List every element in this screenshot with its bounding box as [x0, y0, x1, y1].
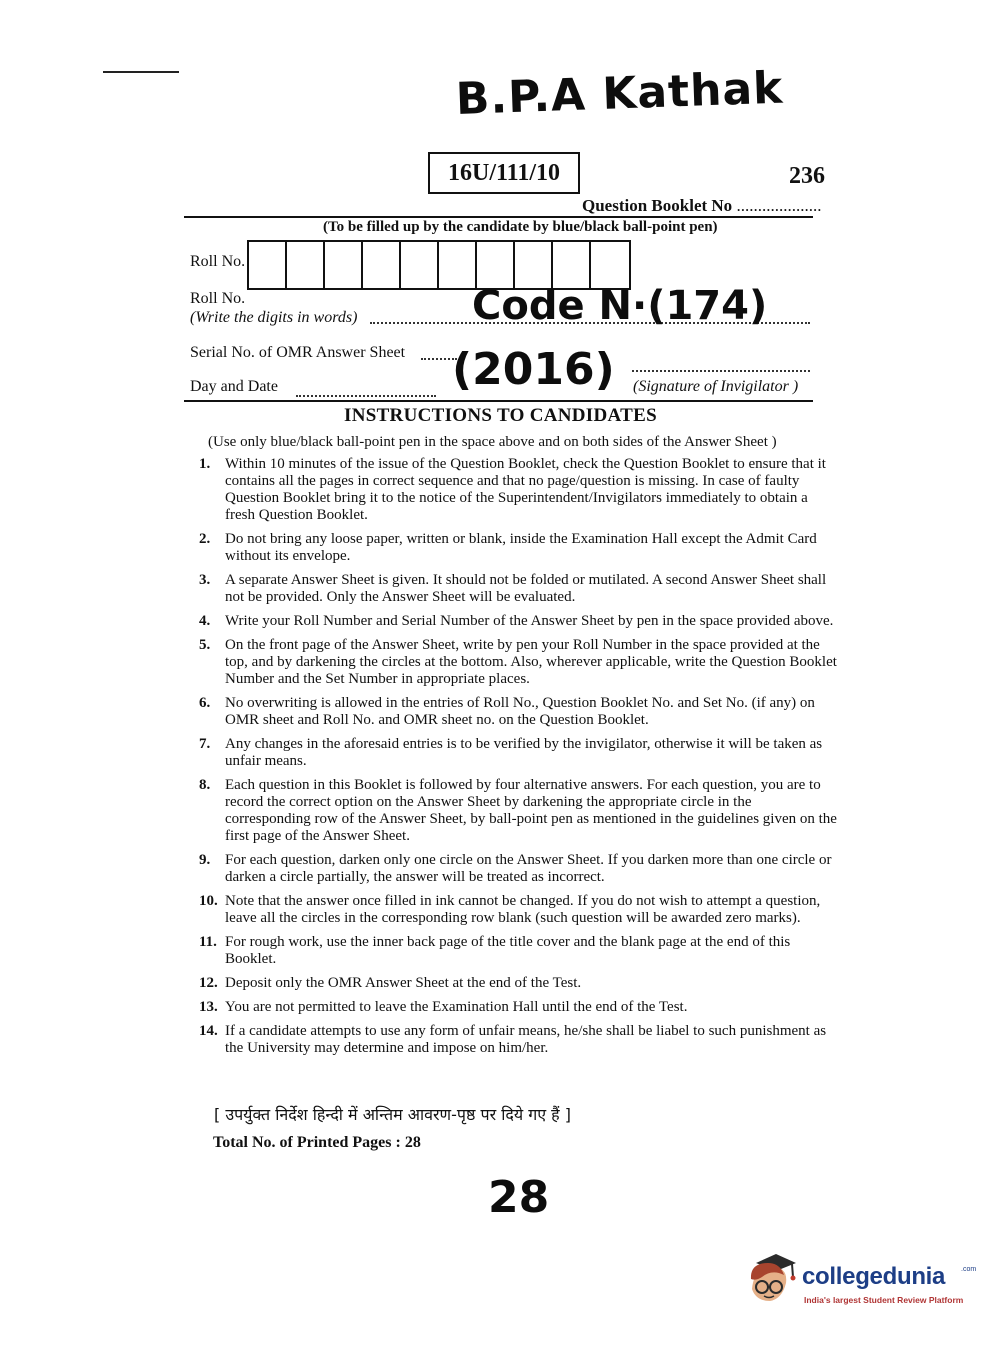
total-pages: Total No. of Printed Pages : 28: [213, 1134, 421, 1151]
signature-field[interactable]: [632, 370, 810, 372]
instruction-item: [199, 637, 839, 688]
roll-no-cell[interactable]: [401, 242, 439, 288]
instruction-number: 4.: [199, 613, 211, 629]
instruction-item: [199, 531, 839, 565]
instruction-number: 5.: [199, 637, 211, 653]
logo-com: .com: [961, 1266, 977, 1273]
instruction-text: Write your Roll Number and Serial Number of the Answer Sheet by pen in the space provided above.: [225, 613, 834, 629]
instruction-item: [199, 975, 839, 992]
instruction-number: 11.: [199, 934, 217, 950]
instruction-number: 9.: [199, 852, 211, 868]
handwritten-code: Code N·(174): [472, 283, 768, 329]
roll-no-label: Roll No.: [190, 253, 246, 270]
handwritten-title: B.P.A Kathak: [455, 62, 785, 125]
question-booklet-text: Question Booklet No: [582, 196, 733, 215]
instruction-item: [199, 613, 839, 630]
form-top-rule: [184, 216, 813, 218]
roll-no-cell[interactable]: [287, 242, 325, 288]
signature-label: (Signature of Invigilator ): [633, 378, 799, 395]
instruction-text: A separate Answer Sheet is given. It should not be folded or mutilated. A second Answer Sheet shall not be provided. Only the Answer Sheet will be evaluated.: [225, 572, 827, 605]
roll-no-cell[interactable]: [553, 242, 591, 288]
instructions-list: [199, 456, 839, 1064]
instruction-number: 10.: [199, 893, 218, 909]
instruction-number: 6.: [199, 695, 211, 711]
instruction-number: 1.: [199, 456, 211, 472]
roll-no-cell[interactable]: [477, 242, 515, 288]
question-booklet-label: [582, 196, 821, 216]
logo-brand: collegedunia: [802, 1263, 946, 1290]
roll-words-line-2: (Write the digits in words): [190, 309, 358, 326]
instruction-text: On the front page of the Answer Sheet, write by pen your Roll Number in the space provided at the top, and by darkening the circles at the bottom. Also, wherever applicable, write the Question Booklet Number and the Set Number in appropriate places.: [225, 637, 837, 687]
instruction-item: [199, 999, 839, 1016]
logo-tagline: India's largest Student Review Platform: [804, 1295, 964, 1305]
booklet-serial-number: 236: [789, 163, 825, 189]
instruction-text: If a candidate attempts to use any form of unfair means, he/she shall be liabel to such punishment as the University may determine and impose on him/her.: [225, 1023, 827, 1056]
roll-no-cell[interactable]: [363, 242, 401, 288]
form-bottom-rule: [184, 400, 813, 402]
instruction-number: 7.: [199, 736, 211, 752]
instruction-text: Within 10 minutes of the issue of the Question Booklet, check the Question Booklet to ensure that it contains all the pages in correct sequence and that no page/question is missing. In case of faulty Question Booklet bring it to the notice of the Superintendent/Invigilators immediately to obtain a fresh Question Booklet.: [225, 456, 826, 523]
instruction-item: [199, 893, 839, 927]
instruction-item: [199, 572, 839, 606]
instruction-text: Note that the answer once filled in ink cannot be changed. If you do not wish to attempt a question, leave all the circles in the corresponding row blank (such question will be awarded zero marks).: [225, 893, 821, 926]
collegedunia-logo[interactable]: [742, 1249, 977, 1311]
instruction-number: 3.: [199, 572, 211, 588]
roll-no-cell[interactable]: [515, 242, 553, 288]
handwritten-year: (2016): [452, 344, 615, 395]
instruction-text: You are not permitted to leave the Examination Hall until the end of the Test.: [225, 999, 688, 1015]
paper-code-box: 16U/111/10: [428, 152, 580, 194]
instruction-item: [199, 456, 839, 524]
roll-words-line-1: Roll No.: [190, 290, 246, 307]
day-date-field[interactable]: [296, 395, 436, 397]
instruction-item: [199, 1023, 839, 1057]
instructions-title: INSTRUCTIONS TO CANDIDATES: [344, 405, 657, 426]
instruction-item: [199, 777, 839, 845]
day-date-label: Day and Date: [190, 378, 278, 395]
instruction-item: [199, 695, 839, 729]
instruction-item: [199, 852, 839, 886]
instruction-text: Deposit only the OMR Answer Sheet at the end of the Test.: [225, 975, 582, 991]
use-only-note: (Use only blue/black ball-point pen in the space above and on both sides of the Answer Sheet ): [208, 434, 777, 450]
instruction-text: For each question, darken only one circle on the Answer Sheet. If you darken more than one circle or darken a circle partially, the answer will be treated as incorrect.: [225, 852, 832, 885]
instruction-item: [199, 934, 839, 968]
roll-no-cell[interactable]: [325, 242, 363, 288]
instruction-number: 8.: [199, 777, 211, 793]
instruction-number: 14.: [199, 1023, 218, 1039]
instruction-number: 12.: [199, 975, 218, 991]
handwritten-pages: 28: [488, 1172, 550, 1223]
instruction-item: [199, 736, 839, 770]
instruction-number: 13.: [199, 999, 218, 1015]
student-mascot-icon: [742, 1249, 800, 1311]
omr-serial-label: Serial No. of OMR Answer Sheet: [190, 344, 406, 361]
instruction-text: Do not bring any loose paper, written or blank, inside the Examination Hall except the Admit Card without its envelope.: [225, 531, 817, 564]
instruction-text: No overwriting is allowed in the entries of Roll No., Question Booklet No. and Set No. (if any) on OMR sheet and Roll No. and OMR sheet no. on the Question Booklet.: [225, 695, 815, 728]
question-booklet-dots: ....................: [736, 196, 822, 215]
hindi-note: [ उपर्युक्त निर्देश हिन्दी में अन्तिम आवरण-पृष्ठ पर दिये गए हैं ]: [214, 1105, 571, 1124]
roll-no-cell[interactable]: [591, 242, 629, 288]
fill-note: (To be filled up by the candidate by blue/black ball-point pen): [323, 219, 718, 235]
roll-no-cell[interactable]: [439, 242, 477, 288]
roll-no-cell[interactable]: [249, 242, 287, 288]
instruction-text: For rough work, use the inner back page of the title cover and the blank page at the end of this Booklet.: [225, 934, 791, 967]
instruction-text: Each question in this Booklet is followed by four alternative answers. For each question, you are to record the correct option on the Answer Sheet by darkening the appropriate circle in the corresponding row of the Answer Sheet, by ball-point pen as mentioned in the guidelines given on the first page of the Answer Sheet.: [225, 777, 837, 844]
roll-words-label: [190, 289, 357, 327]
instruction-text: Any changes in the aforesaid entries is to be verified by the invigilator, otherwise it will be taken as unfair means.: [225, 736, 823, 769]
top-left-rule: [103, 71, 179, 73]
instruction-number: 2.: [199, 531, 211, 547]
